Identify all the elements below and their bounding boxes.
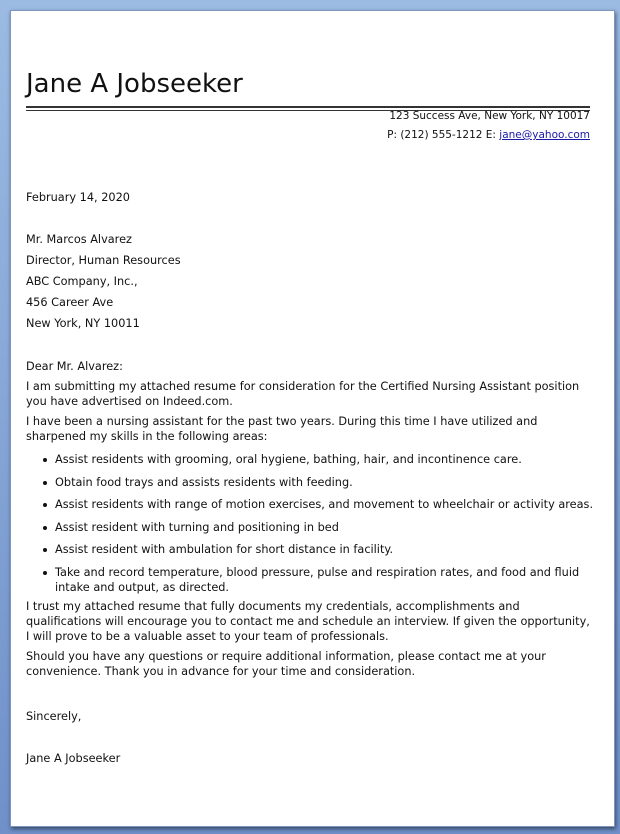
list-item: Assist residents with grooming, oral hygiene, bathing, hair, and incontinence care. (55, 452, 596, 467)
recipient-line: Director, Human Resources (26, 254, 181, 267)
list-item: Assist residents with range of motion exercises, and movement to wheelchair or activity areas. (55, 497, 596, 512)
letter-date: February 14, 2020 (26, 191, 130, 204)
signoff: Sincerely, (26, 710, 82, 723)
email-link[interactable]: jane@yahoo.com (499, 129, 590, 141)
sender-address: 123 Success Ave, New York, NY 10017 (389, 110, 590, 122)
list-item: Obtain food trays and assists residents with feeding. (55, 475, 596, 490)
body-paragraph: I am submitting my attached resume for consideration for the Certified Nursing Assistant position you have advertised on Indeed.com. (26, 380, 580, 408)
body-paragraph: I have been a nursing assistant for the past two years. During this time I have utilized and sharpened my skills in the following areas: (26, 415, 538, 443)
phone: P: (212) 555-1212 E: (387, 129, 496, 141)
body-paragraph: Should you have any questions or require additional information, please contact me at your convenience. Thank you in advance for your time and consideration. (26, 649, 546, 678)
list-item: Assist resident with turning and positioning in bed (55, 520, 596, 535)
recipient-block (26, 229, 181, 334)
sender-contact (387, 129, 590, 141)
salutation: Dear Mr. Alvarez: (26, 360, 123, 373)
signature: Jane A Jobseeker (26, 752, 121, 765)
body-paragraph: I trust my attached resume that fully documents my credentials, accomplishments and qualifications will encourage you to contact me and schedule an interview. If given the opportunity, I will prove to be a valuable asset to your team of professionals. (26, 599, 590, 643)
letter-body (26, 359, 596, 684)
list-item: Take and record temperature, blood pressure, pulse and respiration rates, and food and fluid intake and output, as directed. (55, 565, 596, 595)
recipient-line: New York, NY 10011 (26, 317, 140, 330)
skills-list (26, 452, 596, 595)
recipient-line: ABC Company, Inc., (26, 275, 138, 288)
recipient-line: 456 Career Ave (26, 296, 114, 309)
sender-name: Jane A Jobseeker (26, 69, 243, 99)
letter-page (10, 10, 615, 827)
list-item: Assist resident with ambulation for short distance in facility. (55, 542, 596, 557)
recipient-line: Mr. Marcos Alvarez (26, 233, 132, 246)
